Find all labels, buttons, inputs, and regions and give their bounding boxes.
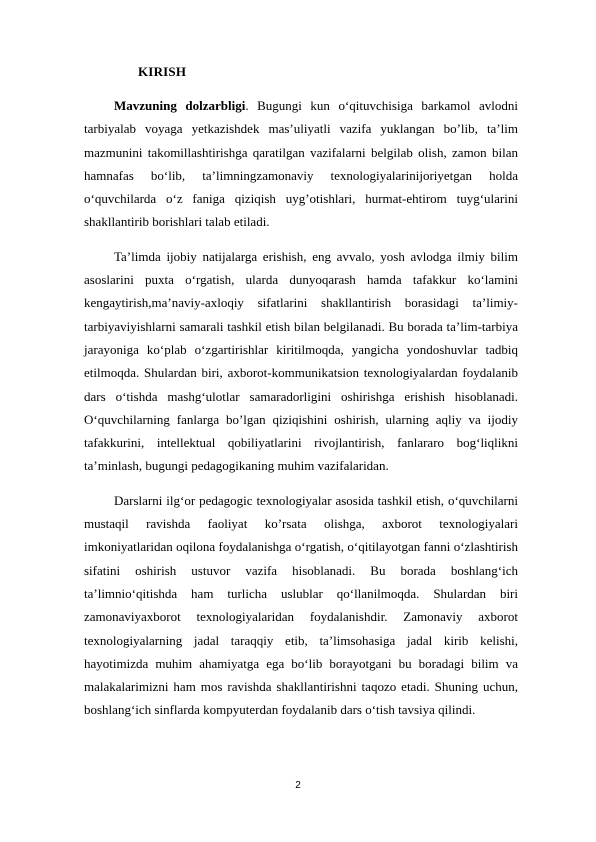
paragraph-text: Darslarni ilg‘or pedagogic texnologiyalar asosida tashkil etish, o‘quvchilarni mustaqil ravishda faoliyat ko’rsata olishga, axborot texnologiyalari imkoniyatlaridan oqilona foydalanishga o‘rgatish, o‘qitilayotgan fanni o‘zlashtirish sifatini oshirish ustuvor vazifa hisoblanadi. Bu borada boshlang‘ich ta’limnio‘qitishda ham turlicha uslublar qo‘llanilmoqda. Shulardan biri zamonaviyaxborot texnologiyalaridan foydalanishdir. Zamonaviy axborot texnologiyalarning jadal taraqqiy etib, ta’limsohasiga jadal kirib kelishi, hayotimizda muhim ahamiyatga ega bo‘lib borayotgani bu boradagi bilim va malakalarimizni ham mos ravishda shakllantirishni taqozo etadi. Shuning uchun, boshlang‘ich sinflarda kompyuterdan foydalanib dars o‘tish tavsiya qilindi. xyxy=(84,492,518,718)
section-heading: KIRISH xyxy=(138,64,187,79)
page-number: 2 xyxy=(295,780,301,791)
body-text xyxy=(84,94,518,733)
paragraph-text: . Bugungi kun o‘qituvchisiga barkamol avlodni tarbiyalab voyaga yetkazishdek mas’uliyatli vazifa yuklangan bo’lib, ta’lim mazmunini takomillashtirishga qaratilgan vazifalarni belgilab olish, zamon bilan hamnafas bo‘lib, ta’limningzamonaviy texnologiyalarinijoriyetgan holda o‘quvchilarda o‘z faniga qiziqish uyg’otishlari, hurmat-ehtirom tuyg‘ularini shakllantirib borishlari talab etiladi. xyxy=(84,98,518,230)
paragraph-relevance xyxy=(84,94,518,234)
paragraph-pedagogic-technologies xyxy=(84,489,518,722)
paragraph-education-results xyxy=(84,245,518,478)
paragraph-text: Ta’limda ijobiy natijalarga erishish, eng avvalo, yosh avlodga ilmiy bilim asoslarini puxta o‘rgatish, ularda dunyoqarash hamda tafakkur ko‘lamini kengaytirish,ma’naviy-axloqiy sifatlarini shakllantirish borasidagi ta’limiy-tarbiyaviyishlarni samarali tashkil etish bilan belgilanadi. Bu borada ta’lim-tarbiya jarayoniga ko‘plab o‘zgartirishlar kiritilmoqda, yangicha yondoshuvlar tadbiq etilmoqda. Shulardan biri, axborot-kommunikatsion texnologiyalardan foydalanib dars o‘tishda mashg‘ulotlar samaradorligini oshirishga erishish hisoblanadi. O‘quvchilarning fanlarga bo’lgan qiziqishini oshirish, ularning aqliy va ijodiy tafakkurini, intellektual qobiliyatlarini rivojlantirish, fanlararo bog‘liqlikni ta’minlash, bugungi pedagogikaning muhim vazifalaridan. xyxy=(84,248,518,474)
paragraph-lead: Mavzuning dolzarbligi xyxy=(114,98,246,113)
